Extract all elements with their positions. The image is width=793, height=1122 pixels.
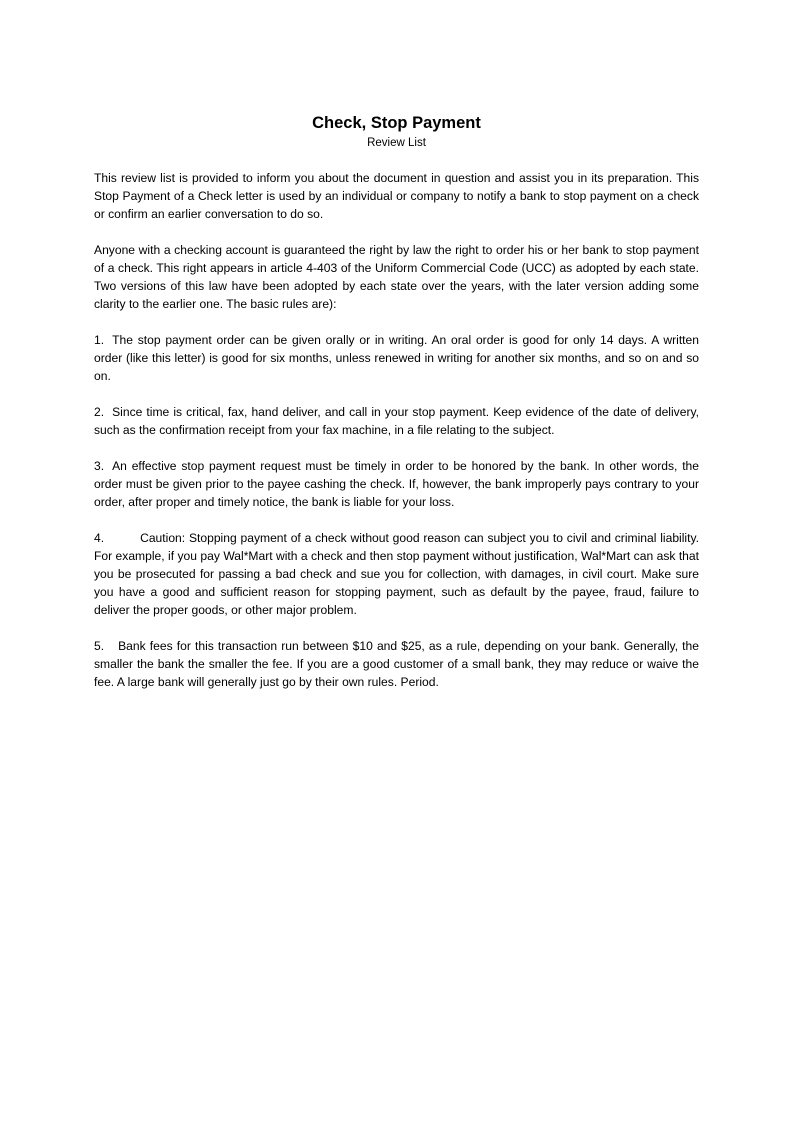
- document-page: [94, 112, 699, 709]
- intro-paragraph: This review list is provided to inform you about the document in question and assist you in its preparation. This Stop Payment of a Check letter is used by an individual or company to notify a bank to stop payment on a check or confirm an earlier conversation to do so.: [94, 171, 699, 221]
- rule-number: 5.: [94, 639, 105, 653]
- document-title: Check, Stop Payment: [312, 114, 481, 132]
- background-paragraph: Anyone with a checking account is guaranteed the right by law the right to order his or her bank to stop payment of a check. This right appears in article 4-403 of the Uniform Commercial Code (UCC) as adopted by each state. Two versions of this law have been adopted by each state over the years, with the later version adding some clarity to the earlier one. The basic rules are):: [94, 243, 699, 311]
- rule-number: 1.: [94, 333, 105, 347]
- rule-text: An effective stop payment request must be timely in order to be honored by the bank. In other words, the order must be given prior to the payee cashing the check. If, however, the bank improperly pays contrary to your order, after proper and timely notice, the bank is liable for your loss.: [94, 459, 699, 509]
- rule-number: 2.: [94, 405, 105, 419]
- rule-item: [94, 403, 699, 439]
- rule-item: [94, 331, 699, 385]
- document-subtitle: Review List: [367, 137, 426, 149]
- rule-text: Bank fees for this transaction run between $10 and $25, as a rule, depending on your bank. Generally, the smaller the bank the smaller the fee. If you are a good customer of a small bank, they may reduce or waive the fee. A large bank will generally just go by their own rules. Period.: [94, 639, 699, 689]
- rule-item: [94, 637, 699, 691]
- rule-text: Since time is critical, fax, hand deliver, and call in your stop payment. Keep evidence of the date of delivery, such as the confirmation receipt from your fax machine, in a file relating to the subject.: [94, 405, 699, 437]
- rule-item: [94, 457, 699, 511]
- rule-text: Caution: Stopping payment of a check without good reason can subject you to civil and criminal liability. For example, if you pay Wal*Mart with a check and then stop payment without justification, Wal*Mart can ask that you be prosecuted for passing a bad check and sue you for collection, with damages, in civil court. Make sure you have a good and sufficient reason for stopping payment, such as default by the payee, fraud, failure to deliver the proper goods, or other major problem.: [94, 531, 699, 617]
- rule-number: 3.: [94, 459, 105, 473]
- rule-item: [94, 529, 699, 619]
- rule-text: The stop payment order can be given orally or in writing. An oral order is good for only 14 days. A written order (like this letter) is good for six months, unless renewed in writing for another six months, and so on and so on.: [94, 333, 699, 383]
- rule-number: 4.: [94, 531, 105, 545]
